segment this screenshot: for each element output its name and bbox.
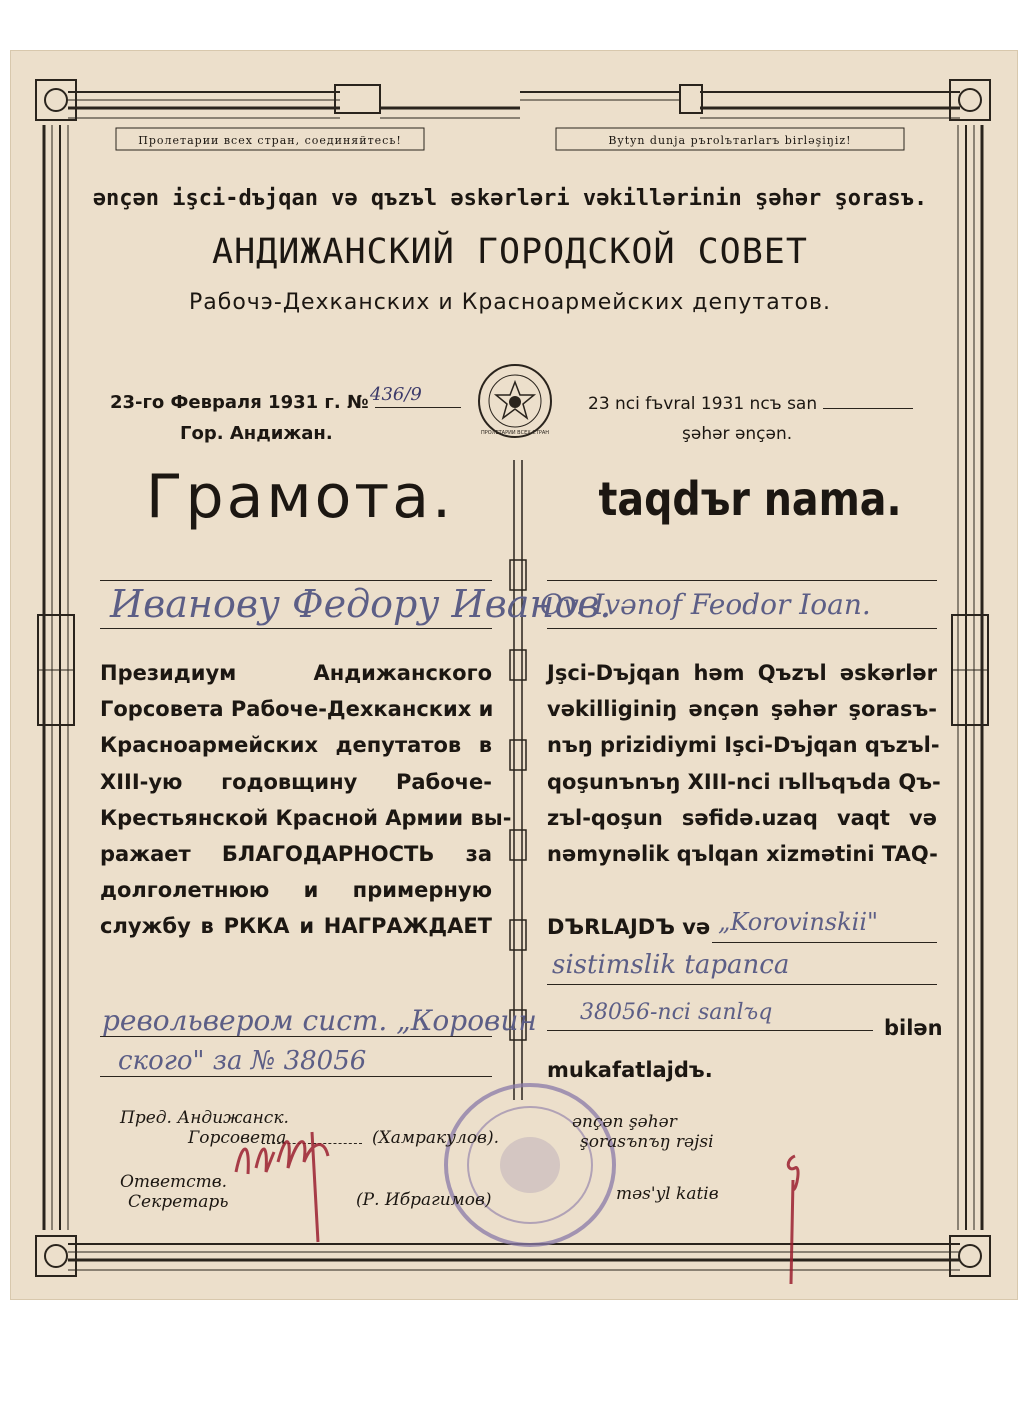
state-seal-emblem — [476, 362, 554, 440]
certificate-title-russian: Грамота. — [145, 462, 455, 532]
body-ru-line: ражает БЛАГОДАРНОСТЬ за — [100, 842, 492, 867]
chair-title-2: Горсовета — [188, 1128, 287, 1148]
body-russian — [100, 655, 512, 945]
award-line-2 — [100, 1076, 492, 1077]
header-subtitle: Рабочэ-Дехканских и Красноармейских депутатов. — [189, 290, 831, 315]
certificate-title-azeri: taqdъr nama. — [598, 472, 902, 526]
az-bilan: bilən — [884, 1016, 943, 1040]
award-azeri-line3: 38056-nci sanlъq — [580, 1000, 773, 1025]
az-chair-title-1: ənçən şəhər — [572, 1112, 677, 1132]
body-ru-line: Горсовета Рабоче-Дехканских и — [100, 697, 494, 722]
body-ru-line: Президиум Андижанского — [100, 661, 492, 685]
az-award-line-3 — [547, 1030, 873, 1031]
chair-title-1: Пред. Андижанск. — [120, 1108, 289, 1128]
award-russian-line1: револьвером сист. „Коровин — [102, 1004, 537, 1037]
body-az-line: nъŋ prizidiymi Işci-Dъjqan qъzъl- — [547, 733, 940, 758]
az-number-blank — [823, 408, 913, 409]
award-russian-line2: ского" за № 38056 — [118, 1046, 367, 1076]
header-title: АНДИЖАНСКИЙ ГОРОДСКОЙ СОВЕТ — [212, 232, 808, 272]
date-azeri — [588, 394, 928, 414]
number-blank — [375, 407, 461, 408]
document-number: 436/9 — [370, 384, 422, 405]
seal-text: ПРОЛЕТАРИИ ВСЕХ СТРАН — [480, 430, 550, 436]
recipient-line-top-left — [100, 580, 492, 581]
award-azeri-line2: sistimslik tapanca — [552, 950, 790, 980]
body-az-line: zъl-qoşun səfidə.uzaq vaqt və — [547, 805, 937, 830]
body-az-line: Jşci-Dъjqan həm Qъzъl əskərlər — [547, 661, 937, 685]
secretary-title-1: Ответств. — [120, 1172, 228, 1192]
secretary-title-2: Секретарь — [128, 1192, 229, 1212]
recipient-name-russian: Иванову Федору Иванов. — [110, 582, 612, 626]
body-az-line: qoşunъnъŋ XIII-nci ıъllъqъda Qъ- — [547, 769, 941, 794]
motto-russian: Пролетарии всех стран, соединяйтесь! — [138, 134, 402, 147]
az-chair-title-2: şorasъnъŋ rəjsi — [580, 1132, 714, 1152]
award-azeri-line1: „Korovinskii" — [718, 908, 879, 936]
chair-name: (Хамракулов). — [372, 1128, 499, 1148]
official-round-stamp — [440, 1080, 620, 1250]
body-ru-line: службу в РККА и НАГРАЖДАЕТ — [100, 914, 492, 939]
body-ru-line: Красноармейских депутатов в — [100, 733, 492, 758]
city-russian: Гор. Андижан. — [180, 423, 333, 444]
az-secretary-title: məs'yl katiв — [616, 1184, 719, 1204]
body-ru-line: долголетнюю и примерную — [100, 878, 492, 903]
body-ru-line: XIII-ую годовщину Рабоче- — [100, 769, 492, 794]
body-az-line: nəmynəlik qъlqan xizmətini TAQ- — [547, 842, 938, 867]
recipient-name-azeri: Ov. Ivənof Feodor Ioan. — [540, 588, 871, 621]
date-azeri-text: 23 nci fъvral 1931 ncъ san — [588, 394, 818, 414]
date-russian-text: 23-го Февраля 1931 г. № — [110, 392, 369, 413]
recipient-line-top-right — [547, 580, 937, 581]
secretary-name: (Р. Ибрагимов) — [356, 1190, 492, 1210]
az-award-line-2 — [547, 984, 937, 985]
recipient-line-right — [547, 628, 937, 629]
body-azeri — [547, 655, 941, 872]
motto-azeri: Bytyn dunja pъrolътarlarъ birləşiŋiz! — [608, 134, 852, 147]
handwritten-signature-secretary — [775, 1150, 815, 1290]
body-az-line: vəkilliginiŋ ənçən şəhər şorasъ- — [547, 697, 937, 722]
az-end: mukafatlajdъ. — [547, 1058, 713, 1082]
handwritten-signature-chair — [228, 1112, 348, 1252]
az-award-line-1 — [712, 942, 937, 943]
header-latin: ənçən işci-dъjqan və qъzъl əskərləri vəkillərinin şəhər şorasъ. — [92, 186, 928, 211]
recipient-line-left — [100, 628, 492, 629]
city-azeri: şəhər ənçən. — [682, 424, 793, 444]
body-ru-line: Крестьянской Красной Армии вы- — [100, 805, 512, 830]
body-az-line-7: DЪRLAJDЪ və — [547, 915, 711, 939]
